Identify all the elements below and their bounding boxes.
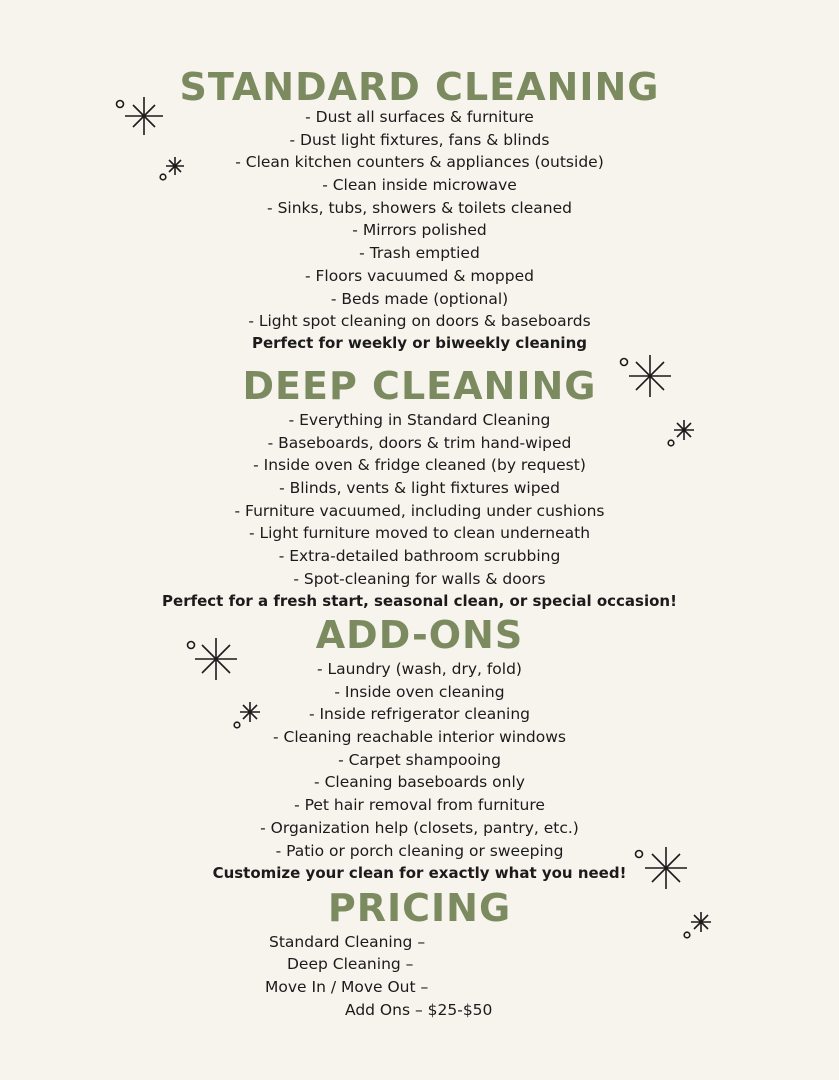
list-item: - Blinds, vents & light fixtures wiped xyxy=(279,479,560,498)
standard-cleaning-tagline: Perfect for weekly or biweekly cleaning xyxy=(251,334,587,352)
list-item: - Baseboards, doors & trim hand-wiped xyxy=(267,433,572,452)
list-item: - Mirrors polished xyxy=(352,221,487,240)
pricing-heading: PRICING xyxy=(327,886,512,930)
list-item: - Pet hair removal from furniture xyxy=(294,796,545,815)
price-standard-cleaning: Standard Cleaning – xyxy=(269,933,426,951)
price-deep-cleaning: Deep Cleaning – xyxy=(287,955,414,973)
list-item: - Cleaning reachable interior windows xyxy=(272,728,566,747)
list-item: - Floors vacuumed & mopped xyxy=(305,266,534,285)
list-item: - Light furniture moved to clean underneath xyxy=(248,524,591,543)
list-item: - Inside oven & fridge cleaned (by request) xyxy=(253,456,586,475)
list-item: - Cleaning baseboards only xyxy=(314,773,525,792)
deep-cleaning-list xyxy=(0,409,839,591)
price-move-in-move-out: Move In / Move Out – xyxy=(265,978,429,996)
add-ons-tagline: Customize your clean for exactly what you need! xyxy=(212,864,627,882)
list-item: - Sinks, tubs, showers & toilets cleaned xyxy=(267,198,572,217)
list-item: - Dust light fixtures, fans & blinds xyxy=(289,130,550,149)
price-add-ons: Add Ons – $25-$50 xyxy=(345,1001,493,1019)
list-item: - Everything in Standard Cleaning xyxy=(288,411,551,429)
list-item: - Light spot cleaning on doors & baseboards xyxy=(248,312,591,331)
list-item: - Beds made (optional) xyxy=(330,289,509,308)
list-item: - Inside refrigerator cleaning xyxy=(308,705,531,724)
list-item: - Organization help (closets, pantry, etc.) xyxy=(260,818,579,837)
list-item: - Extra-detailed bathroom scrubbing xyxy=(278,547,561,566)
list-item: - Clean kitchen counters & appliances (outside) xyxy=(235,153,604,172)
standard-cleaning-heading: STANDARD CLEANING xyxy=(179,65,660,109)
list-item: - Patio or porch cleaning or sweeping xyxy=(275,841,564,860)
list-item: - Dust all surfaces & furniture xyxy=(305,108,534,126)
list-item: - Furniture vacuumed, including under cushions xyxy=(234,501,605,520)
deep-cleaning-tagline: Perfect for a fresh start, seasonal clean, or special occasion! xyxy=(162,592,677,610)
list-item: - Laundry (wash, dry, fold) xyxy=(317,660,522,678)
deep-cleaning-heading: DEEP CLEANING xyxy=(242,364,597,408)
list-item: - Trash emptied xyxy=(359,244,480,263)
add-ons-list xyxy=(0,658,839,862)
list-item: - Carpet shampooing xyxy=(338,750,501,769)
list-item: - Clean inside microwave xyxy=(322,176,517,195)
list-item: - Spot-cleaning for walls & doors xyxy=(293,569,546,588)
list-item: - Inside oven cleaning xyxy=(334,682,505,701)
add-ons-heading: ADD-ONS xyxy=(315,613,524,657)
standard-cleaning-list xyxy=(0,106,839,333)
